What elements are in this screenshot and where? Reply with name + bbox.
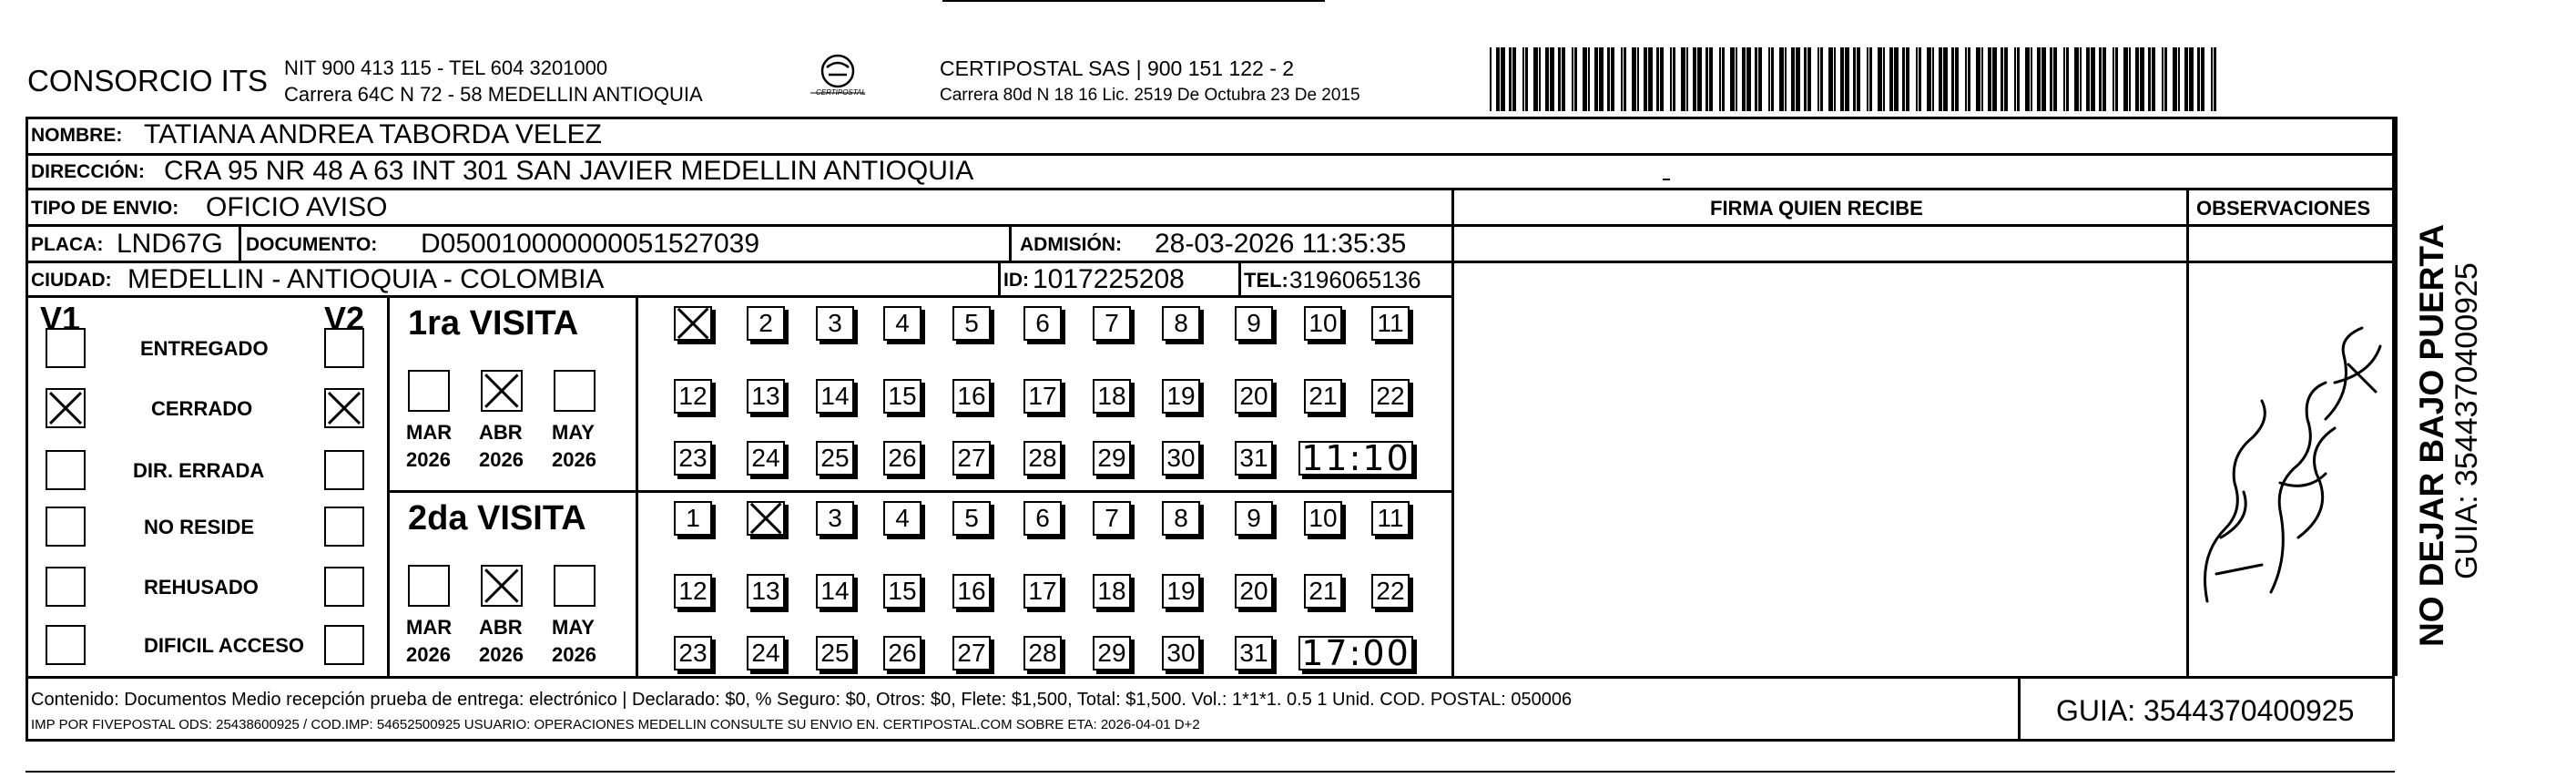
stray-mark	[1663, 179, 1670, 180]
side-guia: GUIA: 3544370400925	[2449, 262, 2484, 579]
day-box-0-25[interactable]: 25	[816, 441, 854, 476]
admision-value: 28-03-2026 11:35:35	[1155, 229, 1407, 259]
day-box-1-15[interactable]: 15	[883, 574, 921, 609]
day-box-0-13[interactable]: 13	[747, 379, 785, 414]
day-box-1-17[interactable]: 17	[1023, 574, 1062, 609]
day-box-0-26[interactable]: 26	[883, 441, 921, 476]
day-box-1-9[interactable]: 9	[1235, 501, 1273, 536]
day-box-0-21[interactable]: 21	[1304, 379, 1342, 414]
month-label-0-1: ABR	[479, 421, 523, 444]
day-box-1-1[interactable]: 1	[674, 501, 712, 536]
status-label-3: NO RESIDE	[144, 516, 255, 538]
day-box-1-31[interactable]: 31	[1235, 636, 1273, 671]
day-box-1-11[interactable]: 11	[1371, 501, 1410, 536]
year-label-1-0: 2026	[406, 643, 451, 666]
day-box-1-16[interactable]: 16	[952, 574, 991, 609]
status-label-1: CERRADO	[151, 397, 253, 420]
day-box-0-24[interactable]: 24	[747, 441, 785, 476]
v1-checkbox-0[interactable]	[46, 328, 86, 368]
day-box-0-23[interactable]: 23	[674, 441, 712, 476]
col-line	[636, 295, 638, 676]
nombre-label: NOMBRE:	[31, 125, 123, 146]
day-box-1-30[interactable]: 30	[1162, 636, 1200, 671]
year-label-0-0: 2026	[406, 448, 451, 471]
day-box-1-5[interactable]: 5	[952, 501, 991, 536]
day-box-0-2[interactable]: 2	[747, 306, 785, 341]
col-line	[239, 224, 241, 261]
col-line	[998, 261, 1001, 295]
id-label: ID:	[1003, 270, 1029, 291]
tel-label: TEL:	[1244, 269, 1288, 292]
placa-label: PLACA:	[31, 234, 104, 255]
admision-label: ADMISIÓN:	[1020, 234, 1122, 255]
v1-header: V1	[40, 300, 81, 337]
status-label-5: DIFICIL ACCESO	[144, 634, 305, 657]
month-label-0-2: MAY	[552, 421, 595, 444]
footer-content-line: Contenido: Documentos Medio recepción prueba de entrega: electrónico | Declarado: $0, % Seguro: $0, Otros: $0, Flete: $1,500, Total: $1,500. Vol.: 1*1*1. 0.5 1 Unid. COD. POSTAL: 050006	[31, 690, 1573, 710]
v2-checkbox-5[interactable]	[324, 625, 364, 665]
company-address-line: Carrera 64C N 72 - 58 MEDELLIN ANTIOQUIA	[284, 83, 703, 106]
col-line	[387, 295, 390, 676]
certipostal-name-line: CERTIPOSTAL SAS | 900 151 122 - 2	[940, 56, 1295, 80]
status-label-0: ENTREGADO	[140, 337, 269, 360]
v1-checkbox-3[interactable]	[46, 507, 86, 547]
day-box-0-29[interactable]: 29	[1093, 441, 1131, 476]
year-label-1-1: 2026	[479, 643, 524, 666]
day-box-0-1[interactable]	[674, 306, 712, 341]
year-label-1-2: 2026	[552, 643, 596, 666]
day-box-1-22[interactable]: 22	[1371, 574, 1410, 609]
month-label-1-2: MAY	[552, 616, 595, 639]
day-box-0-5[interactable]: 5	[952, 306, 991, 341]
v2-checkbox-3[interactable]	[324, 507, 364, 547]
tel-value: 3196065136	[1289, 266, 1421, 293]
day-box-0-4[interactable]: 4	[883, 306, 921, 341]
day-box-1-27[interactable]: 27	[952, 636, 991, 671]
day-box-0-19[interactable]: 19	[1162, 379, 1200, 414]
day-box-1-21[interactable]: 21	[1304, 574, 1342, 609]
day-box-0-9[interactable]: 9	[1235, 306, 1273, 341]
barcode	[1490, 47, 2220, 111]
month-checkbox-1-1[interactable]	[481, 565, 523, 607]
day-box-1-19[interactable]: 19	[1162, 574, 1200, 609]
v2-checkbox-4[interactable]	[324, 567, 364, 607]
day-box-0-15[interactable]: 15	[883, 379, 921, 414]
bottom-line	[25, 771, 2395, 773]
tipo-label: TIPO DE ENVIO:	[31, 198, 179, 219]
logo-text: CERTIPOSTAL	[816, 88, 866, 97]
col-line	[1009, 224, 1012, 261]
footer-print-line: IMP POR FIVEPOSTAL ODS: 25438600925 / COD.IMP: 54652500925 USUARIO: OPERACIONES MEDELLIN CONSULTE SU ENVIO EN. CERTIPOSTAL.COM SOBRE ETA: 2026-04-01 D+2	[31, 717, 1200, 732]
day-box-0-18[interactable]: 18	[1093, 379, 1131, 414]
footer-guia: GUIA: 3544370400925	[2056, 694, 2355, 727]
day-box-0-16[interactable]: 16	[952, 379, 991, 414]
day-box-0-7[interactable]: 7	[1093, 306, 1131, 341]
day-box-1-29[interactable]: 29	[1093, 636, 1131, 671]
status-label-4: REHUSADO	[144, 576, 259, 599]
day-box-1-2[interactable]	[747, 501, 785, 536]
v2-checkbox-2[interactable]	[324, 450, 364, 490]
side-warning: NO DEJAR BAJO PUERTA	[2413, 224, 2450, 647]
day-box-0-17[interactable]: 17	[1023, 379, 1062, 414]
day-box-1-10[interactable]: 10	[1304, 501, 1342, 536]
day-box-0-14[interactable]: 14	[816, 379, 854, 414]
top-divider	[942, 0, 1325, 2]
month-label-1-1: ABR	[479, 616, 523, 639]
day-box-0-27[interactable]: 27	[952, 441, 991, 476]
day-box-0-3[interactable]: 3	[816, 306, 854, 341]
col-line	[2018, 676, 2021, 742]
certipostal-address-line: Carrera 80d N 18 16 Lic. 2519 De Octubra 23 De 2015	[940, 86, 1360, 105]
ciudad-label: CIUDAD:	[31, 270, 112, 291]
row-line	[25, 676, 2395, 679]
v1-checkbox-4[interactable]	[46, 567, 86, 607]
recipient-signature	[2189, 301, 2395, 674]
month-label-1-0: MAR	[406, 616, 453, 639]
v2-checkbox-0[interactable]	[324, 328, 364, 368]
day-box-1-3[interactable]: 3	[816, 501, 854, 536]
row-line	[25, 295, 1451, 298]
status-label-2: DIR. ERRADA	[133, 459, 265, 482]
day-box-1-24[interactable]: 24	[747, 636, 785, 671]
v1-checkbox-1[interactable]	[46, 388, 86, 428]
placa-value: LND67G	[117, 229, 223, 259]
observaciones-header: OBSERVACIONES	[2196, 197, 2371, 220]
day-box-1-12[interactable]: 12	[674, 574, 712, 609]
day-box-1-28[interactable]: 28	[1023, 636, 1062, 671]
day-box-1-4[interactable]: 4	[883, 501, 921, 536]
month-checkbox-1-2[interactable]	[554, 565, 596, 607]
documento-value: D050010000000051527039	[421, 229, 760, 259]
visit-time-0[interactable]: 11:10	[1298, 441, 1413, 476]
day-box-0-31[interactable]: 31	[1235, 441, 1273, 476]
day-box-0-8[interactable]: 8	[1162, 306, 1200, 341]
visit-time-1[interactable]: 17:00	[1298, 636, 1413, 671]
day-box-1-13[interactable]: 13	[747, 574, 785, 609]
year-label-0-2: 2026	[552, 448, 596, 471]
month-label-0-0: MAR	[406, 421, 453, 444]
day-box-1-7[interactable]: 7	[1093, 501, 1131, 536]
company-nit-line: NIT 900 413 115 - TEL 604 3201000	[284, 56, 608, 79]
firma-header: FIRMA QUIEN RECIBE	[1710, 197, 1923, 220]
day-box-0-12[interactable]: 12	[674, 379, 712, 414]
direccion-value: CRA 95 NR 48 A 63 INT 301 SAN JAVIER MEDELLIN ANTIOQUIA	[164, 156, 974, 186]
documento-label: DOCUMENTO:	[246, 234, 378, 255]
day-box-0-6[interactable]: 6	[1023, 306, 1062, 341]
day-box-1-20[interactable]: 20	[1235, 574, 1273, 609]
tipo-value: OFICIO AVISO	[206, 192, 388, 222]
row-line	[387, 490, 1451, 493]
year-label-0-1: 2026	[479, 448, 524, 471]
col-line	[1238, 261, 1241, 295]
day-box-1-18[interactable]: 18	[1093, 574, 1131, 609]
day-box-1-23[interactable]: 23	[674, 636, 712, 671]
day-box-1-14[interactable]: 14	[816, 574, 854, 609]
col-line	[1451, 188, 1454, 676]
day-box-1-26[interactable]: 26	[883, 636, 921, 671]
row-line	[25, 224, 2395, 227]
ciudad-value: MEDELLIN - ANTIOQUIA - COLOMBIA	[127, 264, 605, 294]
v2-header: V2	[324, 300, 365, 337]
month-checkbox-0-0[interactable]	[408, 370, 450, 412]
v2-checkbox-1[interactable]	[324, 388, 364, 428]
day-box-1-25[interactable]: 25	[816, 636, 854, 671]
day-box-0-20[interactable]: 20	[1235, 379, 1273, 414]
nombre-value: TATIANA ANDREA TABORDA VELEZ	[144, 119, 602, 149]
company-name: CONSORCIO ITS	[27, 64, 269, 97]
direccion-label: DIRECCIÓN:	[31, 161, 145, 182]
certipostal-logo	[801, 53, 874, 106]
day-box-0-22[interactable]: 22	[1371, 379, 1410, 414]
col-line	[2395, 117, 2398, 676]
month-checkbox-0-1[interactable]	[481, 370, 523, 412]
visit-title-1: 2da VISITA	[408, 499, 586, 537]
v1-checkbox-2[interactable]	[46, 450, 86, 490]
id-value: 1017225208	[1033, 264, 1185, 294]
v1-checkbox-5[interactable]	[46, 625, 86, 665]
visit-title-0: 1ra VISITA	[408, 304, 579, 343]
row-line	[25, 188, 2395, 190]
day-box-0-10[interactable]: 10	[1304, 306, 1342, 341]
day-box-1-6[interactable]: 6	[1023, 501, 1062, 536]
month-checkbox-0-2[interactable]	[554, 370, 596, 412]
day-box-0-30[interactable]: 30	[1162, 441, 1200, 476]
month-checkbox-1-0[interactable]	[408, 565, 450, 607]
row-line	[1451, 261, 2395, 263]
day-box-0-11[interactable]: 11	[1371, 306, 1410, 341]
day-box-0-28[interactable]: 28	[1023, 441, 1062, 476]
day-box-1-8[interactable]: 8	[1162, 501, 1200, 536]
